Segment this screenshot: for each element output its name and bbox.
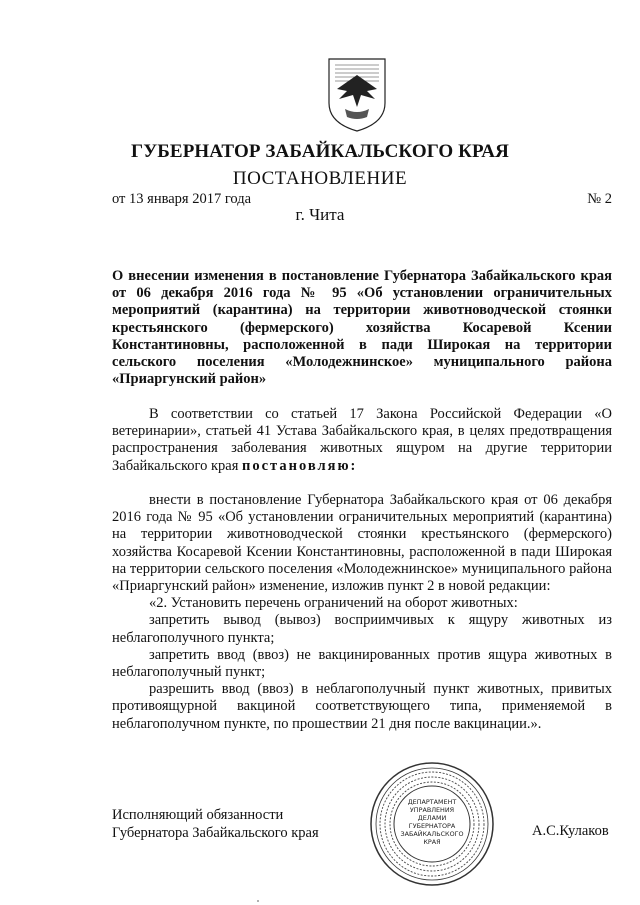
document-number: № 2 bbox=[587, 191, 612, 207]
body-paragraph: разрешить ввод (ввоз) в неблагополучный пункт животных, привитых противоящурной вакциной соответствующего типа, применяемой в неблагополучном пункте, по прошествии 21 дня после вакцинации.». bbox=[112, 681, 612, 732]
stamp-line: КРАЯ bbox=[423, 838, 441, 846]
stamp-line: ЗАБАЙКАЛЬСКОГО bbox=[400, 830, 464, 838]
body-paragraph: запретить ввод (ввоз) не вакцинированных против ящура животных в неблагополучный пункт; bbox=[112, 646, 612, 681]
stamp-line: ГУБЕРНАТОРА bbox=[408, 822, 456, 830]
body-paragraph: «2. Установить перечень ограничений на оборот животных: bbox=[149, 595, 518, 612]
document-date: от 13 января 2017 года bbox=[112, 191, 252, 207]
preamble-paragraph bbox=[112, 406, 612, 475]
official-stamp bbox=[368, 760, 496, 888]
document-city: г. Чита bbox=[295, 205, 345, 224]
stamp-line: ДЕЛАМИ bbox=[417, 814, 447, 822]
coat-of-arms-emblem bbox=[325, 55, 389, 133]
stamp-line: ДЕПАРТАМЕНТ bbox=[407, 798, 457, 806]
scan-speck bbox=[257, 900, 259, 902]
signatory-position-line: Исполняющий обязанности bbox=[112, 807, 284, 823]
signatory-position bbox=[112, 806, 319, 842]
authority-title: ГУБЕРНАТОР ЗАБАЙКАЛЬСКОГО КРАЯ bbox=[131, 141, 509, 162]
signatory-name: А.С.Кулаков bbox=[532, 823, 609, 839]
stamp-line: УПРАВЛЕНИЯ bbox=[409, 806, 455, 814]
preamble-text: В соответствии со статьей 17 Закона Российской Федерации «О ветеринарии», статьей 41 Устава Забайкальского края, в целях предотвращения распространения заболевания животных ящуром на другие территории Забайкальского края bbox=[112, 406, 612, 474]
decree-body bbox=[112, 492, 612, 733]
signatory-position-line: Губернатора Забайкальского края bbox=[112, 825, 319, 841]
document-type: ПОСТАНОВЛЕНИЕ bbox=[232, 168, 408, 189]
document-heading: О внесении изменения в постановление Губернатора Забайкальского края от 06 декабря 2016 года № 95 «Об установлении ограничительных мероприятий (карантина) на территории животноводческой стоянки крестьянского (фермерского) хозяйства Косаревой Ксении Константиновны, расположенной в пади Широкая на территории сельского поселения «Молодежнинское» муниципального района «Приаргунский район» bbox=[112, 268, 612, 388]
decree-word: постановляю: bbox=[242, 457, 358, 474]
body-paragraph: внести в постановление Губернатора Забайкальского края от 06 декабря 2016 года № 95 «Об установлении ограничительных мероприятий (карантина) на территории животноводческой стоянки крестьянского (фермерского) хозяйства Косаревой Ксении Константиновны, расположенной в пади Широкая на территории сельского поселения «Молодежнинское» муниципального района «Приаргунский район» изменение, изложив пункт 2 в новой редакции: bbox=[112, 492, 612, 595]
body-paragraph: запретить вывод (вывоз) восприимчивых к ящуру животных из неблагополучного пункта; bbox=[112, 612, 612, 646]
